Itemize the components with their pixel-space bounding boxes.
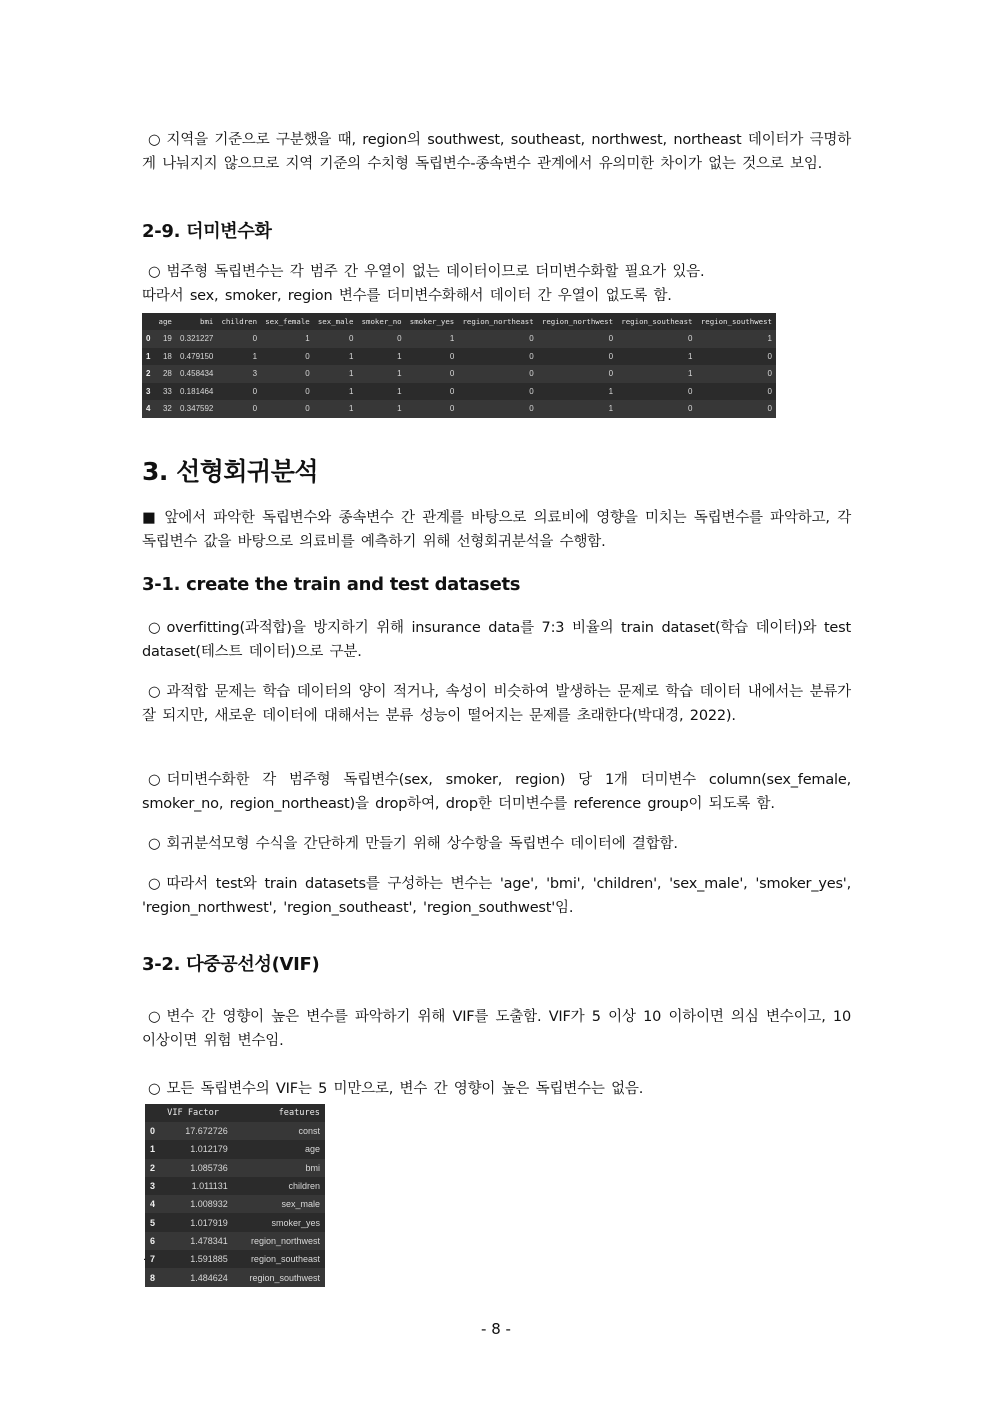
table-row: 3 1.011131 children [145, 1177, 325, 1195]
page-number: - 8 - [481, 1320, 511, 1338]
circle-bullet-icon: ○ [148, 836, 161, 852]
paragraph-3-1-c: ○ 더미변수화한 각 범주형 독립변수(sex, smoker, region) 당 1개 더미변수 column(sex_female, smoker_no, region_northeast)을 drop하여, drop한 더미변수를 reference group이 되도록 함. [142, 768, 851, 816]
paragraph-3-2-b: ○ 모든 독립변수의 VIF는 5 미만으로, 변수 간 영향이 높은 독립변수는 없음. [142, 1077, 851, 1101]
table-row: 4 32 0.347592 0 0 1 1 0 0 1 0 0 [142, 400, 776, 418]
paragraph-3: ■ 앞에서 파악한 독립변수와 종속변수 간 관계를 바탕으로 의료비에 영향을 미치는 독립변수를 파악하고, 각 독립변수 값을 바탕으로 의료비를 예측하기 위해 선형회귀분석을 수행함. [142, 510, 851, 550]
dummy-variable-table [142, 313, 776, 418]
paragraph-2-9: ○ 범주형 독립변수는 각 범주 간 우열이 없는 데이터이므로 더미변수화할 필요가 있음. 따라서 sex, smoker, region 변수를 더미변수화해서 데이터 간 우열이 없도록 함. [142, 260, 851, 308]
paragraph-3-1-a: ○ overfitting(과적합)을 방지하기 위해 insurance data를 7:3 비율의 train dataset(학습 데이터)와 test dataset(테스트 데이터)으로 구분. [142, 616, 851, 664]
table-row: 6 1.478341 region_northwest [145, 1232, 325, 1250]
table-row: 1 1.012179 age [145, 1140, 325, 1158]
circle-bullet-icon: ○ [148, 684, 161, 700]
circle-bullet-icon: ○ [148, 1009, 161, 1025]
heading-3: 3. 선형회귀분석 [142, 457, 318, 486]
heading-3-2: 3-2. 다중공선성(VIF) [142, 954, 320, 975]
table-row: 8 1.484624 region_southwest [145, 1268, 325, 1286]
table-row: 2 1.085736 bmi [145, 1159, 325, 1177]
table-row: 7 1.591885 region_southeast [145, 1250, 325, 1268]
square-bullet-icon: ■ [142, 510, 157, 526]
table-row: 3 33 0.181464 0 0 1 1 0 0 1 0 0 [142, 383, 776, 401]
heading-3-1: 3-1. create the train and test datasets [142, 574, 521, 595]
paragraph-3-1-b: ○ 과적합 문제는 학습 데이터의 양이 적거나, 속성이 비슷하여 발생하는 문제로 학습 데이터 내에서는 분류가 잘 되지만, 새로운 데이터에 대해서는 분류 성능이 떨어지는 문제를 초래한다(박대경, 2022). [142, 680, 851, 728]
table-row: 2 28 0.458434 3 0 1 1 0 0 0 1 0 [142, 365, 776, 383]
table-row: 0 19 0.321227 0 1 0 0 1 0 0 0 1 [142, 330, 776, 348]
circle-bullet-icon: ○ [148, 620, 161, 636]
table-row: 5 1.017919 smoker_yes [145, 1213, 325, 1231]
circle-bullet-icon: ○ [148, 876, 161, 892]
circle-bullet-icon: ○ [148, 264, 161, 280]
circle-bullet-icon: ○ [148, 772, 161, 788]
vif-table [145, 1104, 325, 1287]
table-row: 1 18 0.479150 1 0 1 1 0 0 0 1 0 [142, 348, 776, 366]
heading-2-9: 2-9. 더미변수화 [142, 221, 272, 242]
table-row: 0 17.672726 const [145, 1122, 325, 1140]
circle-bullet-icon: ○ [148, 132, 161, 148]
table-header-row: age bmi children sex_female sex_male smoker_no smoker_yes region_northeast region_northwest region_southeast region_southwest [158, 317, 772, 326]
table-header-row: VIF Factor features [167, 1108, 320, 1118]
circle-bullet-icon: ○ [148, 1081, 161, 1097]
table-row: 4 1.008932 sex_male [145, 1195, 325, 1213]
paragraph-3-1-e: ○ 따라서 test와 train datasets를 구성하는 변수는 'age', 'bmi', 'children', 'sex_male', 'smoker_yes', 'region_northwest', 'region_southeast', 'region_southwest'임. [142, 872, 851, 920]
paragraph-3-2-a: ○ 변수 간 영향이 높은 변수를 파악하기 위해 VIF를 도출함. VIF가 5 이상 10 이하이면 의심 변수이고, 10 이상이면 위험 변수임. [142, 1005, 851, 1053]
stray-mark: · [143, 1255, 147, 1266]
paragraph-3-1-d: ○ 회귀분석모형 수식을 간단하게 만들기 위해 상수항을 독립변수 데이터에 결합함. [142, 832, 851, 856]
intro-paragraph: ○ 지역을 기준으로 구분했을 때, region의 southwest, southeast, northwest, northeast 데이터가 극명하게 나눠지지 않으므로 지역 기준의 수치형 독립변수-종속변수 관계에서 유의미한 차이가 없는 것으로 보임. [142, 128, 851, 176]
